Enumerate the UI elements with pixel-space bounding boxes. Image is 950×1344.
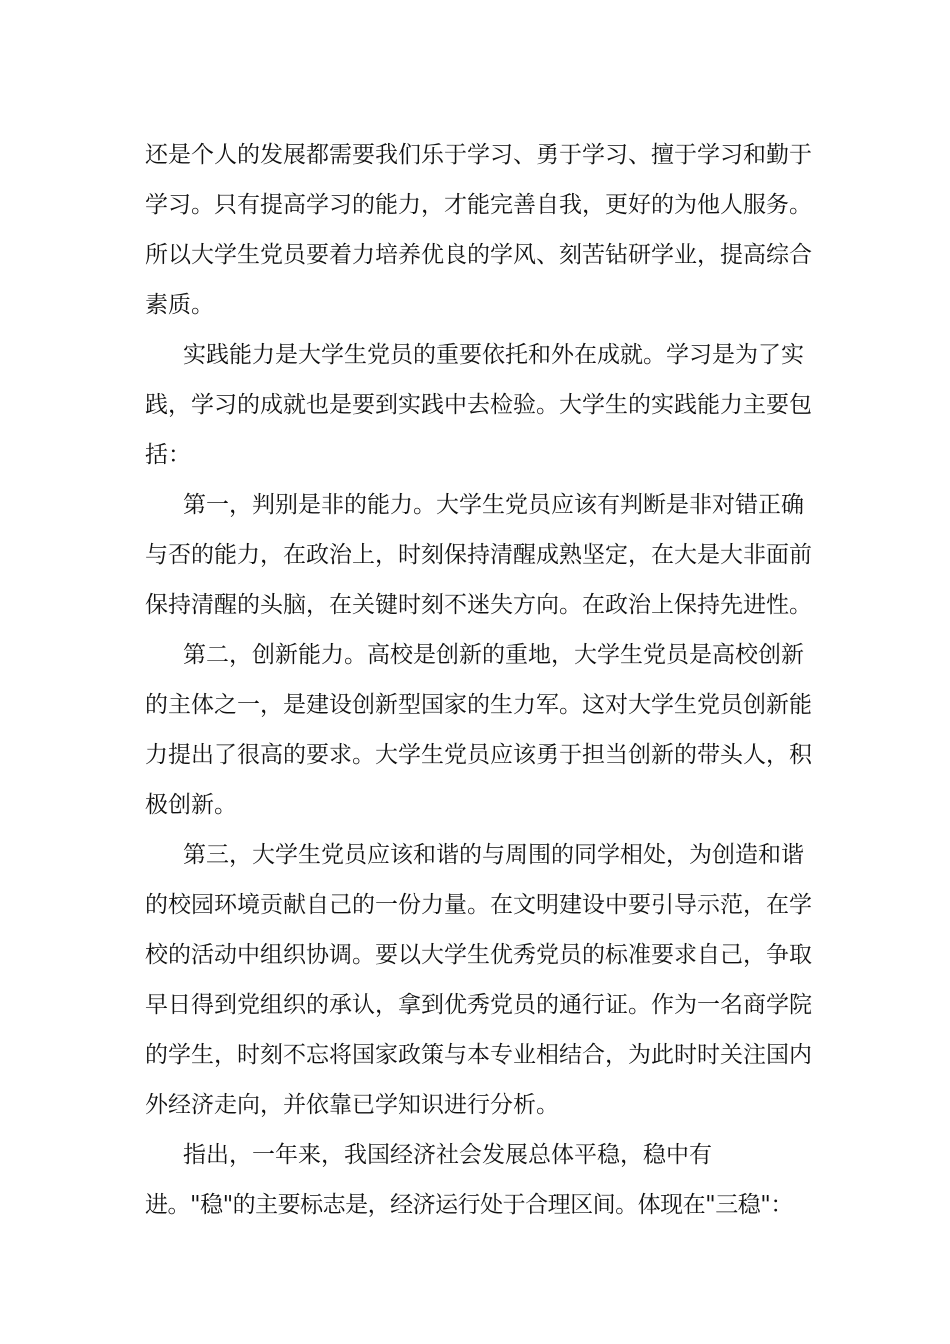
text-line: 极创新。 bbox=[145, 792, 237, 818]
text-line: 第三，大学生党员应该和谐的与周围的同学相处，为创造和谐 bbox=[183, 842, 804, 868]
document-body bbox=[145, 130, 812, 1230]
text-line: 的学生，时刻不忘将国家政策与本专业相结合，为此时时关注国内 bbox=[145, 1042, 812, 1068]
text-line: 的主体之一，是建设创新型国家的生力军。这对大学生党员创新能 bbox=[145, 692, 812, 718]
text-line: 的校园环境贡献自己的一份力量。在文明建设中要引导示范，在学 bbox=[145, 892, 812, 918]
paragraph-study-continuation bbox=[145, 130, 812, 330]
text-line: 力提出了很高的要求。大学生党员应该勇于担当创新的带头人，积 bbox=[145, 742, 812, 768]
paragraph-practice-ability bbox=[145, 330, 812, 480]
text-line: 实践能力是大学生党员的重要依托和外在成就。学习是为了实 bbox=[183, 342, 804, 368]
text-line: 括： bbox=[145, 442, 191, 468]
paragraph-economy-summary bbox=[145, 1130, 805, 1230]
text-line: 还是个人的发展都需要我们乐于学习、勇于学习、擅于学习和勤于 bbox=[145, 142, 812, 168]
text-line: 践，学习的成就也是要到实践中去检验。大学生的实践能力主要包 bbox=[145, 392, 812, 418]
paragraph-first-point bbox=[145, 480, 812, 630]
text-line: 第二，创新能力。高校是创新的重地，大学生党员是高校创新 bbox=[183, 642, 804, 668]
text-line: 早日得到党组织的承认，拿到优秀党员的通行证。作为一名商学院 bbox=[145, 992, 812, 1018]
text-line: 指出，一年来，我国经济社会发展总体平稳，稳中有 bbox=[183, 1142, 712, 1168]
text-line: 保持清醒的头脑，在关键时刻不迷失方向。在政治上保持先进性。 bbox=[145, 592, 812, 618]
text-line: 与否的能力，在政治上，时刻保持清醒成熟坚定，在大是大非面前 bbox=[145, 542, 812, 568]
text-line: 校的活动中组织协调。要以大学生优秀党员的标准要求自己，争取 bbox=[145, 942, 812, 968]
text-line: 素质。 bbox=[145, 292, 214, 318]
paragraph-second-point bbox=[145, 630, 812, 830]
text-line: 所以大学生党员要着力培养优良的学风、刻苦钻研学业，提高综合 bbox=[145, 242, 812, 268]
paragraph-third-point bbox=[145, 830, 812, 1130]
text-line: 第一，判别是非的能力。大学生党员应该有判断是非对错正确 bbox=[183, 492, 804, 518]
text-line: 学习。只有提高学习的能力，才能完善自我，更好的为他人服务。 bbox=[145, 192, 812, 218]
text-line: 进。"稳"的主要标志是，经济运行处于合理区间。体现在"三稳"： bbox=[145, 1192, 793, 1218]
text-line: 外经济走向，并依靠已学知识进行分析。 bbox=[145, 1092, 559, 1118]
